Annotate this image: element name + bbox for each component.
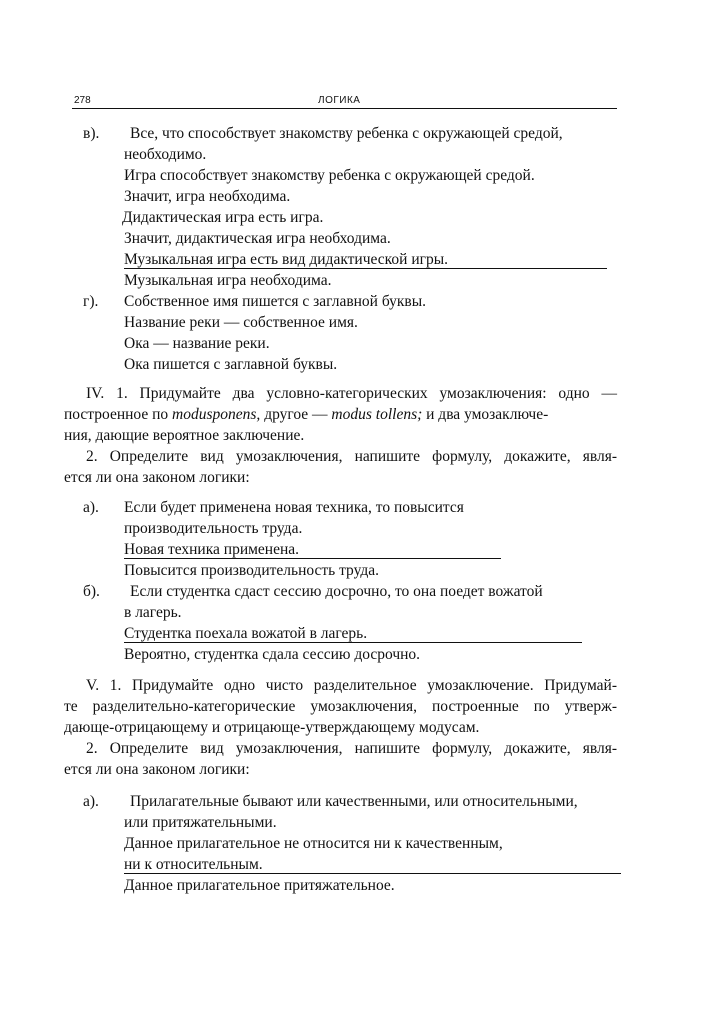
premise-line: ни к относительным. [124,856,263,873]
text-line: Название реки — собственное имя. [124,314,358,331]
conclusion-line: Музыкальная игра необходима. [124,272,332,289]
text-line: Игра способствует знакомству ребенка с окружающей средой. [124,167,535,184]
text-line: Если студентка сдаст сессию досрочно, то она поедет вожатой [130,583,543,600]
text-line: Собственное имя пишется с заглавной буквы. [124,293,427,310]
conclusion-rule [124,268,607,269]
text-line: ется ли она законом логики: [64,761,250,778]
text-line: дающе-отрицающему и отрицающе-утверждающему модусам. [64,719,480,736]
task-iv-line-2: построенное по modusponens, другое — modus tollens; и два умозаключе- [64,406,549,423]
item-marker-a2: а). [83,793,99,810]
text-line: те разделительно-категорические умозаключения, построенные по утверж- [64,698,617,715]
text-line: в лагерь. [124,604,182,621]
text-line: Значит, дидактическая игра необходима. [124,230,391,247]
task-v-paragraph-2: 2. Определите вид умозаключения, напишите формулу, докажите, явля- [86,740,617,757]
task-v-paragraph-1: V. 1. Придумайте одно чисто разделительное умозаключение. Придумай- [86,677,617,694]
conclusion-rule [124,558,501,559]
item-marker-v: в). [83,125,100,142]
conclusion-line: Повысится производительность труда. [124,562,380,579]
running-title: ЛОГИКА [318,95,361,106]
premise-line: Студентка поехала вожатой в лагерь. [124,625,368,642]
premise-line: Музыкальная игра есть вид дидактической игры. [124,251,449,268]
text-line: Ока — название реки. [124,335,270,352]
task-iv-paragraph-1: IV. 1. Придумайте два условно-категорических умозаключения: одно — [86,385,617,402]
text-line: ния, дающие вероятное заключение. [64,427,305,444]
text-line: Ока пишется с заглавной буквы. [124,356,338,373]
item-marker-b: б). [83,583,100,600]
text-line: Дидактическая игра есть игра. [122,209,324,226]
page-header [72,94,617,109]
text-line: Прилагательные бывают или качественными, или относительными, [130,793,578,810]
text-line: Данное прилагательное не относится ни к качественным, [124,835,503,852]
text-line: необходимо. [124,146,207,163]
conclusion-line: Данное прилагательное притяжательное. [124,877,395,894]
text-line: производительность труда. [124,520,303,537]
premise-line: Новая техника применена. [124,541,300,558]
task-iv-paragraph-2: 2. Определите вид умозаключения, напишите формулу, докажите, явля- [86,448,617,465]
item-marker-g: г). [83,293,99,310]
conclusion-rule [124,642,582,643]
text-line: Все, что способствует знакомству ребенка с окружающей средой, [130,125,563,142]
text-line: или притяжательными. [124,814,277,831]
item-marker-a: а). [83,499,99,516]
conclusion-rule [124,873,621,874]
text-line: ется ли она законом логики: [64,469,250,486]
text-line: Значит, игра необходима. [124,188,291,205]
conclusion-line: Вероятно, студентка сдала сессию досрочно. [124,646,421,663]
text-line: Если будет применена новая техника, то повысится [124,499,464,516]
page-number: 278 [74,95,91,106]
